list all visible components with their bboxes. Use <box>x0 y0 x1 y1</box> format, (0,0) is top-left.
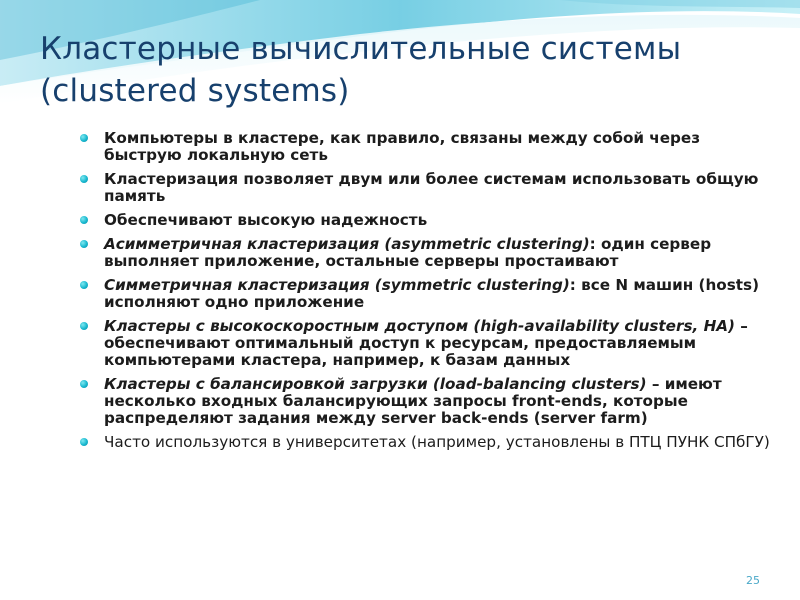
list-item <box>80 236 780 270</box>
bullet-icon <box>80 134 88 142</box>
list-item <box>80 130 780 164</box>
bullet-icon <box>80 281 88 289</box>
bullet-icon <box>80 175 88 183</box>
bullet-italic-lead: Кластеры с высокоскоростным доступом (high-availability clusters, HA) <box>104 317 735 335</box>
list-item <box>80 277 780 311</box>
title-line-1: Кластерные вычислительные системы <box>40 31 682 67</box>
bullet-icon <box>80 240 88 248</box>
bullet-text: – имеют несколько входных балансирующих запросы front-ends, которые распределяют задания между server back-ends (server farm) <box>104 375 722 427</box>
bullet-text: Обеспечивают высокую надежность <box>104 211 428 229</box>
bullet-text: : один сервер выполняет приложение, остальные серверы простаивают <box>104 235 712 270</box>
bullet-italic-lead: Симметричная кластеризация (symmetric clustering) <box>104 276 570 294</box>
list-item <box>80 171 780 205</box>
list-item <box>80 212 780 229</box>
bullet-text: Кластеризация позволяет двум или более системам использовать общую память <box>104 170 759 205</box>
bullet-text: Часто используются в университетах (например, установлены в ПТЦ ПУНК СПбГУ) <box>104 433 770 451</box>
bullet-icon <box>80 438 88 446</box>
slide-title <box>40 28 780 112</box>
list-item <box>80 376 780 427</box>
list-item <box>80 434 780 451</box>
bullet-icon <box>80 380 88 388</box>
bullet-icon <box>80 216 88 224</box>
bullet-text: Компьютеры в кластере, как правило, связаны между собой через быструю локальную сеть <box>104 129 701 164</box>
bullet-italic-lead: Кластеры с балансировкой загрузки (load-balancing clusters) <box>104 375 647 393</box>
bullet-text: : все N машин (hosts) исполняют одно приложение <box>104 276 760 311</box>
page-number: 25 <box>746 574 760 587</box>
bullet-list <box>80 130 780 458</box>
bullet-icon <box>80 322 88 330</box>
list-item <box>80 318 780 369</box>
title-line-2: (clustered systems) <box>40 73 350 109</box>
bullet-italic-lead: Асимметричная кластеризация (asymmetric clustering) <box>104 235 590 253</box>
bullet-text: – обеспечивают оптимальный доступ к ресурсам, предоставляемым компьютерами кластера, например, к базам данных <box>104 317 748 369</box>
